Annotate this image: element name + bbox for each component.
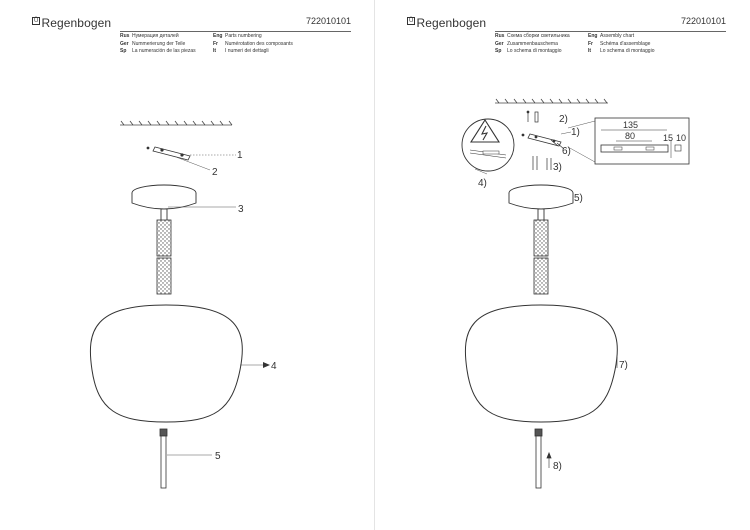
step-4: 4) [478, 178, 487, 189]
mounting-bracket [522, 134, 561, 146]
glass-shade [90, 305, 242, 422]
assembly-drawing [375, 0, 750, 530]
step-2: 2) [559, 114, 568, 125]
callout-3: 3 [238, 204, 244, 215]
bracket-dimension-drawing [568, 118, 689, 164]
ceiling-hatch [120, 121, 232, 125]
header-languages-left: Rus Нумерация деталей Ger Nummerierung der Teile Sp La numeración de las piezas [120, 33, 196, 54]
step-7: 7) [619, 360, 628, 371]
header-languages-left: Rus Схема сборки светильника Ger Zusammenbauschema Sp Lo schema di montaggio [495, 33, 570, 54]
screw-set [533, 156, 551, 170]
decorative-rod [535, 429, 551, 488]
glass-shade [465, 305, 617, 422]
callout-2: 2 [212, 167, 218, 178]
header-languages-right: Eng Parts numbering Fr Numérotation des composants It I numeri dei dettagli [213, 33, 293, 54]
step-3: 3) [553, 162, 562, 173]
screws-and-dowels [527, 111, 538, 122]
dim-135: 135 [623, 120, 639, 130]
ceiling-hatch [495, 99, 608, 103]
assembly-chart-page [375, 0, 750, 530]
brand-logo: Ü Regenbogen [409, 16, 487, 30]
product-code: 722010101 [680, 16, 726, 26]
dim-15: 15 [663, 133, 674, 143]
decorative-rod [160, 429, 167, 488]
callout-4: 4 [271, 361, 277, 372]
step-6: 6) [562, 146, 571, 157]
callout-1: 1 [237, 150, 243, 161]
electrical-warning [462, 119, 514, 174]
callout-5: 5 [215, 451, 221, 462]
product-code: 722010101 [305, 16, 351, 26]
dim-10: 10 [676, 133, 687, 143]
mounting-bracket [147, 147, 190, 160]
step-1: 1) [571, 127, 580, 138]
header-languages-right: Eng Assembly chart Fr Schéma d'assemblage It Lo schema di montaggio [588, 33, 655, 54]
canopy [132, 185, 196, 221]
decorative-tube [157, 220, 171, 294]
step-8: 8) [553, 461, 562, 472]
dim-80: 80 [625, 131, 636, 141]
decorative-tube [534, 220, 548, 294]
brand-logo: Ü Regenbogen [34, 16, 112, 30]
step-5: 5) [574, 193, 583, 204]
canopy [509, 185, 573, 221]
